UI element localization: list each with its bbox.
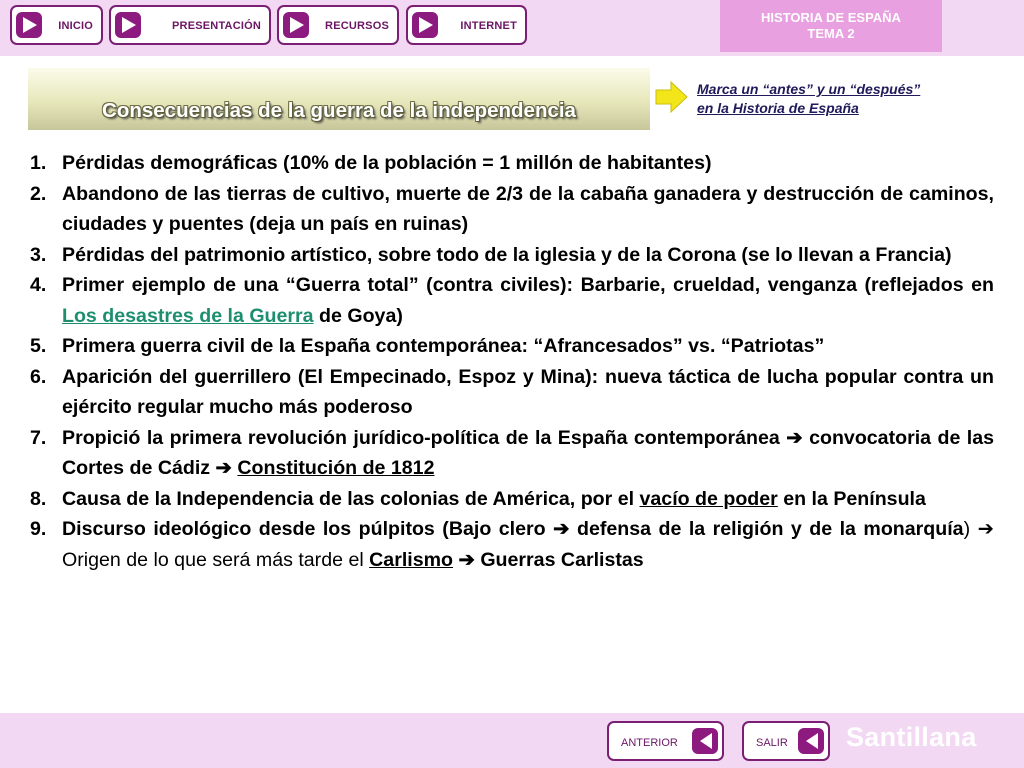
- side-note-link[interactable]: [697, 80, 1017, 118]
- list-item: [30, 179, 994, 240]
- subject-title: HISTORIA DE ESPAÑA: [761, 10, 901, 25]
- play-icon: [283, 12, 309, 38]
- vacio-de-poder-link[interactable]: vacío de poder: [639, 487, 778, 510]
- arrow-right-icon: ➔: [553, 518, 570, 540]
- nav-button-internet[interactable]: [406, 5, 527, 45]
- list-item-number: 1.: [30, 152, 47, 174]
- list-item-number: 5.: [30, 335, 47, 357]
- constitucion-1812-link[interactable]: Constitución de 1812: [237, 457, 435, 479]
- list-item-text: Causa de la Independencia de las colonias de América, por el: [62, 487, 640, 510]
- list-item: [30, 362, 994, 423]
- previous-button-label: ANTERIOR: [621, 737, 678, 749]
- nav-button-label: RECURSOS: [325, 20, 389, 32]
- list-item-number: 6.: [30, 365, 47, 388]
- list-item-text: Aparición del guerrillero (El Empecinado, Espoz y Mina): nueva táctica de lucha popular contra un ejército regular mucho más poderoso: [62, 365, 994, 418]
- list-item: [30, 270, 994, 331]
- list-item-number: 2.: [30, 182, 47, 205]
- list-item-number: 4.: [30, 274, 47, 296]
- list-item-number: 7.: [30, 426, 47, 449]
- back-arrow-icon: [798, 728, 824, 754]
- list-item-number: 8.: [30, 487, 47, 510]
- nav-button-label: INTERNET: [460, 20, 517, 32]
- santillana-logo: Santillana: [846, 722, 977, 752]
- list-item-text: Pérdidas demográficas (10% de la población = 1 millón de habitantes): [62, 152, 712, 174]
- list-item-text: Propició la primera revolución jurídico-política de la España contemporánea: [62, 426, 787, 449]
- list-item: [30, 514, 994, 575]
- list-item: [30, 331, 994, 362]
- list-item: [30, 484, 994, 515]
- slide-title-band: [28, 68, 650, 130]
- top-navigation-bar: [0, 0, 1024, 56]
- nav-button-presentacion[interactable]: [109, 5, 271, 45]
- list-item: [30, 148, 994, 179]
- right-arrow-icon: [655, 80, 689, 114]
- exit-button-label: SALIR: [756, 737, 788, 749]
- nav-button-label: INICIO: [58, 20, 93, 32]
- slide-title: Consecuencias de la guerra de la independencia: [102, 99, 576, 122]
- list-item-text: de Goya): [313, 304, 403, 327]
- list-item-text: Pérdidas del patrimonio artístico, sobre todo de la iglesia y de la Corona (se lo llevan a Francia): [62, 243, 952, 266]
- play-icon: [16, 12, 42, 38]
- list-item: [30, 423, 994, 484]
- subject-header: [720, 0, 942, 52]
- list-item-text: convocatoria de las Cortes de Cádiz: [62, 426, 995, 479]
- side-note-line-1: Marca un “antes” y un “después”: [697, 81, 921, 97]
- side-note-line-2: en la Historia de España: [697, 100, 859, 116]
- nav-button-inicio[interactable]: [10, 5, 103, 45]
- nav-button-label: PRESENTACIÓN: [172, 20, 261, 32]
- play-icon: [412, 12, 438, 38]
- consequences-list: [30, 148, 994, 575]
- list-item: [30, 240, 994, 271]
- arrow-right-icon: ➔: [977, 518, 994, 540]
- arrow-right-icon: ➔: [786, 426, 803, 449]
- back-arrow-icon: [692, 728, 718, 754]
- play-icon: [115, 12, 141, 38]
- list-item-number: 3.: [30, 243, 47, 266]
- arrow-right-icon: ➔: [215, 457, 232, 479]
- carlismo-link[interactable]: Carlismo: [369, 548, 453, 571]
- exit-button[interactable]: [742, 721, 830, 761]
- arrow-right-icon: ➔: [458, 548, 475, 571]
- list-item-text: Primer ejemplo de una “Guerra total” (contra civiles): Barbarie, crueldad, venganza (reflejados en: [62, 274, 994, 296]
- list-item-text: en la Península: [777, 487, 926, 510]
- list-item-text: defensa de la religión y de la monarquía: [569, 518, 964, 540]
- list-item-text: Primera guerra civil de la España contemporánea: “Afrancesados” vs. “Patriotas”: [62, 335, 825, 357]
- list-item-text: Discurso ideológico desde los púlpitos (Bajo clero: [62, 518, 554, 540]
- list-item-text: Abandono de las tierras de cultivo, muerte de 2/3 de la cabaña ganadera y destrucción de caminos, ciudades y puentes (deja un país en ruinas): [62, 182, 994, 235]
- previous-button[interactable]: [607, 721, 724, 761]
- desastres-guerra-link[interactable]: Los desastres de la Guerra: [62, 304, 314, 327]
- nav-button-recursos[interactable]: [277, 5, 399, 45]
- list-item-text: Guerras Carlistas: [474, 548, 644, 571]
- list-item-text: Origen de lo que será más tarde el: [62, 548, 370, 571]
- list-item-number: 9.: [30, 518, 47, 540]
- list-item-text: ): [963, 518, 978, 540]
- subject-unit: TEMA 2: [807, 26, 855, 41]
